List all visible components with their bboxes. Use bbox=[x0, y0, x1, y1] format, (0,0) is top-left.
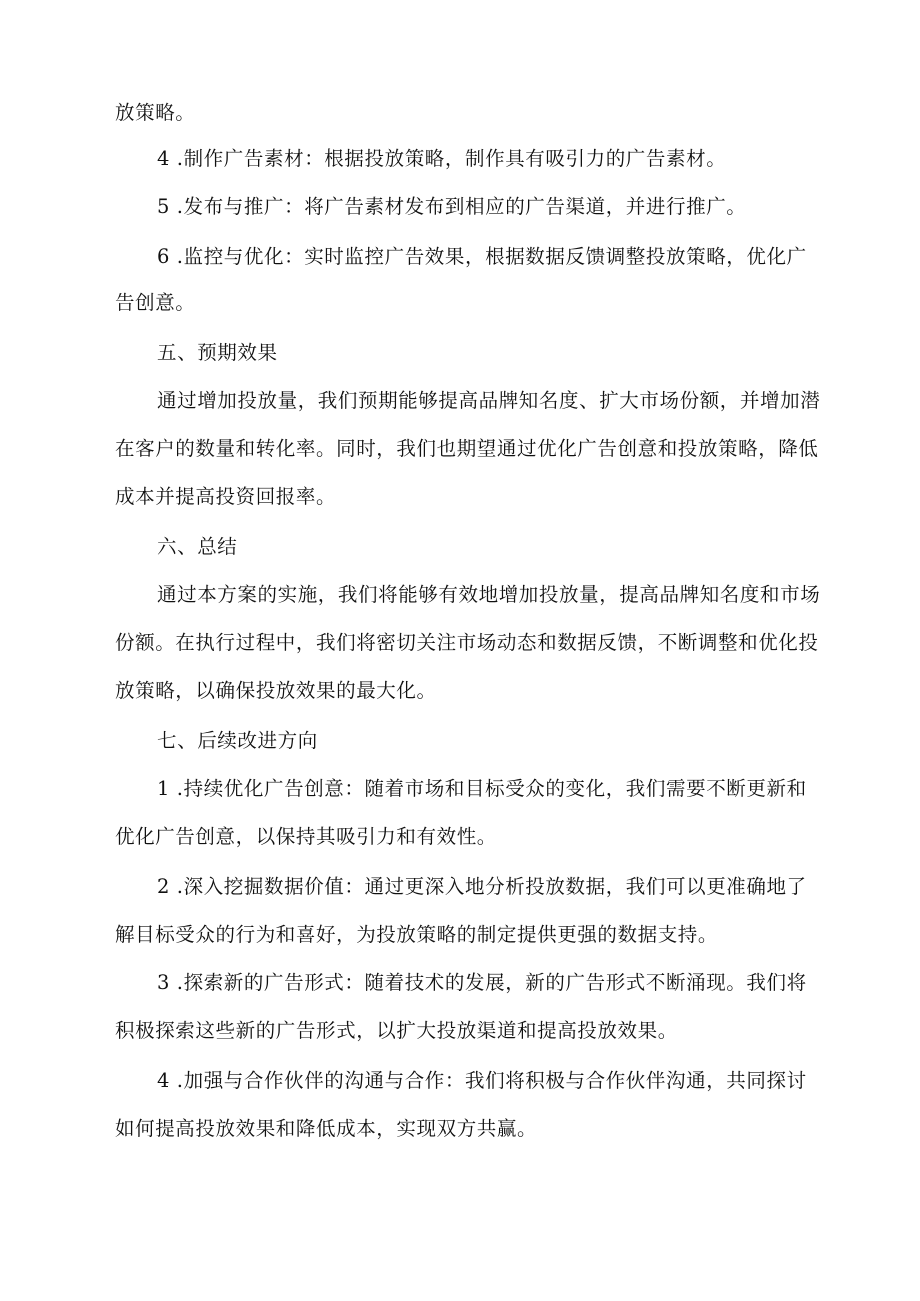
list-item-2: 2 .深入挖掘数据价值：通过更深入地分析投放数据，我们可以更准确地了 bbox=[157, 875, 807, 898]
paragraph-line: 份额。在执行过程中，我们将密切关注市场动态和数据反馈，不断调整和优化投 bbox=[115, 631, 819, 654]
list-item-4: 4 .制作广告素材：根据投放策略，制作具有吸引力的广告素材。 bbox=[157, 147, 727, 170]
list-item-3: 3 .探索新的广告形式：随着技术的发展，新的广告形式不断涌现。我们将 bbox=[157, 971, 807, 994]
list-item-continuation: 优化广告创意，以保持其吸引力和有效性。 bbox=[115, 825, 497, 848]
paragraph-line: 通过增加投放量，我们预期能够提高品牌知名度、扩大市场份额，并增加潜 bbox=[157, 389, 821, 412]
list-item-6: 6 .监控与优化：实时监控广告效果，根据数据反馈调整投放策略，优化广 bbox=[157, 245, 807, 268]
paragraph-line: 成本并提高投资回报率。 bbox=[115, 485, 337, 508]
paragraph-line: 放策略，以确保投放效果的最大化。 bbox=[115, 679, 437, 702]
text-line: 放策略。 bbox=[115, 101, 196, 124]
paragraph-line: 在客户的数量和转化率。同时，我们也期望通过优化广告创意和投放策略，降低 bbox=[115, 437, 819, 460]
list-item-continuation: 解目标受众的行为和喜好，为投放策略的制定提供更强的数据支持。 bbox=[115, 923, 719, 946]
section-heading-5: 五、预期效果 bbox=[157, 341, 278, 364]
list-item-continuation: 如何提高投放效果和降低成本，实现双方共赢。 bbox=[115, 1117, 538, 1140]
section-heading-7: 七、后续改进方向 bbox=[157, 729, 318, 752]
list-item-continuation: 积极探索这些新的广告形式，以扩大投放渠道和提高投放效果。 bbox=[115, 1019, 678, 1042]
list-item-1: 1 .持续优化广告创意：随着市场和目标受众的变化，我们需要不断更新和 bbox=[157, 777, 807, 800]
section-heading-6: 六、总结 bbox=[157, 535, 238, 558]
paragraph-line: 通过本方案的实施，我们将能够有效地增加投放量，提高品牌知名度和市场 bbox=[157, 583, 821, 606]
text-line: 告创意。 bbox=[115, 291, 196, 314]
list-item-5: 5 .发布与推广：将广告素材发布到相应的广告渠道，并进行推广。 bbox=[157, 195, 747, 218]
list-item-4-cooperation: 4 .加强与合作伙伴的沟通与合作：我们将积极与合作伙伴沟通，共同探讨 bbox=[157, 1069, 807, 1092]
